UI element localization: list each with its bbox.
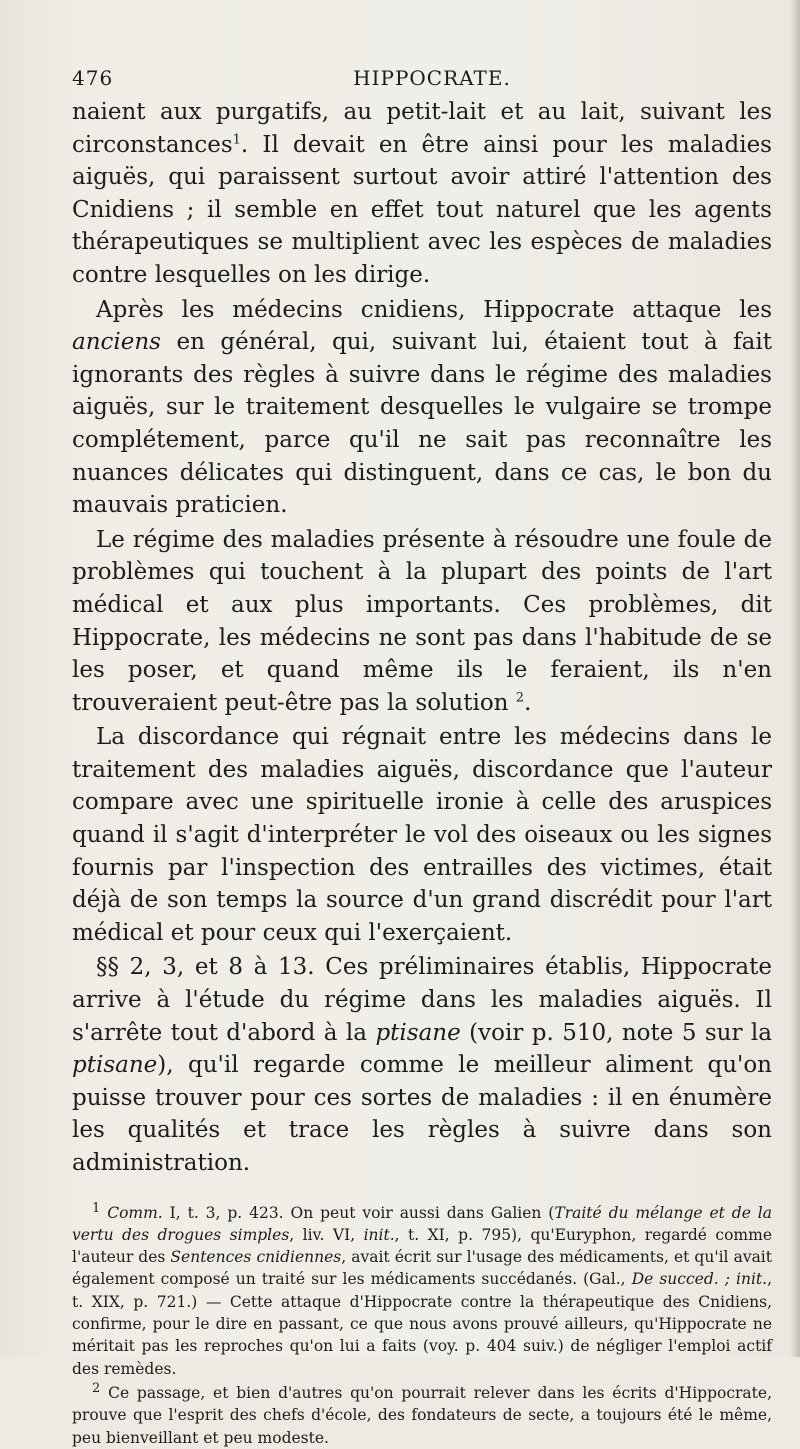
paragraph-5-text-a: §§ 2, 3, et 8 à 13. Ces préliminaires établis, Hippocrate arrive à l'étude du régime dans les maladies aiguës. Il s'arrête tout d'abord à la — [72, 954, 772, 1046]
paragraph-1-text-a: naient aux purgatifs, au petit-lait et au lait, suivant les circonstances — [72, 99, 772, 158]
footnote-ref-1: 1 — [232, 131, 241, 147]
footnote-1-text-j: , t. XIX, p. 721.) — Cette attaque d'Hippocrate contre la thérapeutique des Cnidiens, confirme, pour le dire en passant, ce que nous avons prouvé ailleurs, qu'Hippocrate ne méritait pas les reproches qu'on lui a faits (voy. p. 404 suiv.) de négliger l'emploi actif des remèdes. — [72, 1270, 773, 1378]
footnote-1-ital-a: Comm. — [107, 1203, 163, 1222]
paragraph-5-italic-1: ptisane — [375, 1019, 461, 1046]
footnote-2 — [72, 1382, 772, 1449]
footnote-1-ital-e: init. — [363, 1225, 395, 1244]
footnote-1-ital-i: De succed. ; init. — [631, 1270, 768, 1289]
paragraph-2-text-a: Après les médecins cnidiens, Hippocrate attaque les — [96, 296, 772, 323]
footnote-1-ital-g: Sentences cnidiennes — [170, 1248, 342, 1267]
paragraph-4 — [72, 721, 772, 949]
page-edge-shadow — [790, 0, 800, 1357]
paragraph-5-text-b: (voir p. 510, note 5 sur la — [460, 1019, 772, 1046]
footnote-2-mark: 2 — [92, 1380, 101, 1396]
paragraph-2-italic: anciens — [72, 329, 161, 356]
page-number: 476 — [72, 66, 114, 90]
footnote-1-text-h: , avait écrit sur l'usage des médicaments, et qu'il avait également composé un traité sur les médicaments succédanés. (Gal., — [72, 1248, 772, 1289]
paragraph-5-text-c: ), qu'il regarde comme le meilleur aliment qu'on puisse trouver pour ces sortes de maladies : il en énumère les qualités et trace les règles à suivre dans son administration. — [72, 1052, 772, 1176]
paragraph-3 — [72, 524, 772, 720]
footnote-2-text: Ce passage, et bien d'autres qu'on pourrait relever dans les écrits d'Hippocrate, prouve que l'esprit des chefs d'école, des fondateurs de secte, a toujours été le même, peu bienveillant et peu modeste. — [72, 1383, 772, 1447]
footnote-1-mark: 1 — [92, 1200, 101, 1216]
footnote-1 — [72, 1202, 772, 1380]
paragraph-1-text-b: . Il devait en être ainsi pour les maladies aiguës, qui paraissent surtout avoir attiré l'attention des Cnidiens ; il semble en effet tout naturel que les agents thérapeutiques se multiplient avec les espèces de maladies contre lesquelles on les dirige. — [72, 131, 772, 288]
running-title: HIPPOCRATE. — [353, 66, 511, 90]
footnote-ref-2: 2 — [515, 690, 525, 706]
paragraph-1 — [72, 96, 772, 292]
paragraph-5 — [72, 951, 772, 1179]
main-text — [72, 96, 772, 1180]
footnote-1-ital-c: Traité du mélange et de la vertu des drogues simples — [72, 1203, 772, 1244]
paragraph-3-end: . — [524, 689, 532, 716]
footnote-1-text-d: , liv. VI, — [289, 1225, 364, 1244]
paragraph-2 — [72, 294, 772, 522]
paragraph-4-text: La discordance qui régnait entre les médecins dans le traitement des maladies aiguës, discordance que l'auteur compare avec une spirituelle ironie à celle des aruspices quand il s'agit d'interpréter le vol des oiseaux ou les signes fournis par l'inspection des entrailles des victimes, était déjà de son temps la source d'un grand discrédit pour l'art médical et pour ceux qui l'exerçaient. — [72, 724, 772, 946]
footnote-1-text-b: I, t. 3, p. 423. On peut voir aussi dans Galien ( — [162, 1203, 555, 1222]
running-header — [72, 60, 772, 94]
footnote-1-text-f: , t. XI, p. 795), qu'Euryphon, regardé comme l'auteur des — [72, 1225, 772, 1267]
paragraph-2-text-b: en général, qui, suivant lui, étaient tout à fait ignorants des règles à suivre dans le régime des maladies aiguës, sur le traitement desquelles le vulgaire se trompe complétement, parce qu'il ne sait pas reconnaître les nuances délicates qui distinguent, dans ce cas, le bon du mauvais praticien. — [72, 329, 772, 519]
footnotes — [72, 1202, 772, 1449]
paragraph-5-italic-2: ptisane — [72, 1052, 158, 1079]
paragraph-3-text: Le régime des maladies présente à résoudre une foule de problèmes qui touchent à la plupart des points de l'art médical et aux plus importants. Ces problèmes, dit Hippocrate, les médecins ne sont pas dans l'habitude de se les poser, et quand même ils le feraient, ils n'en trouveraient peut-être pas la solution — [72, 526, 772, 716]
